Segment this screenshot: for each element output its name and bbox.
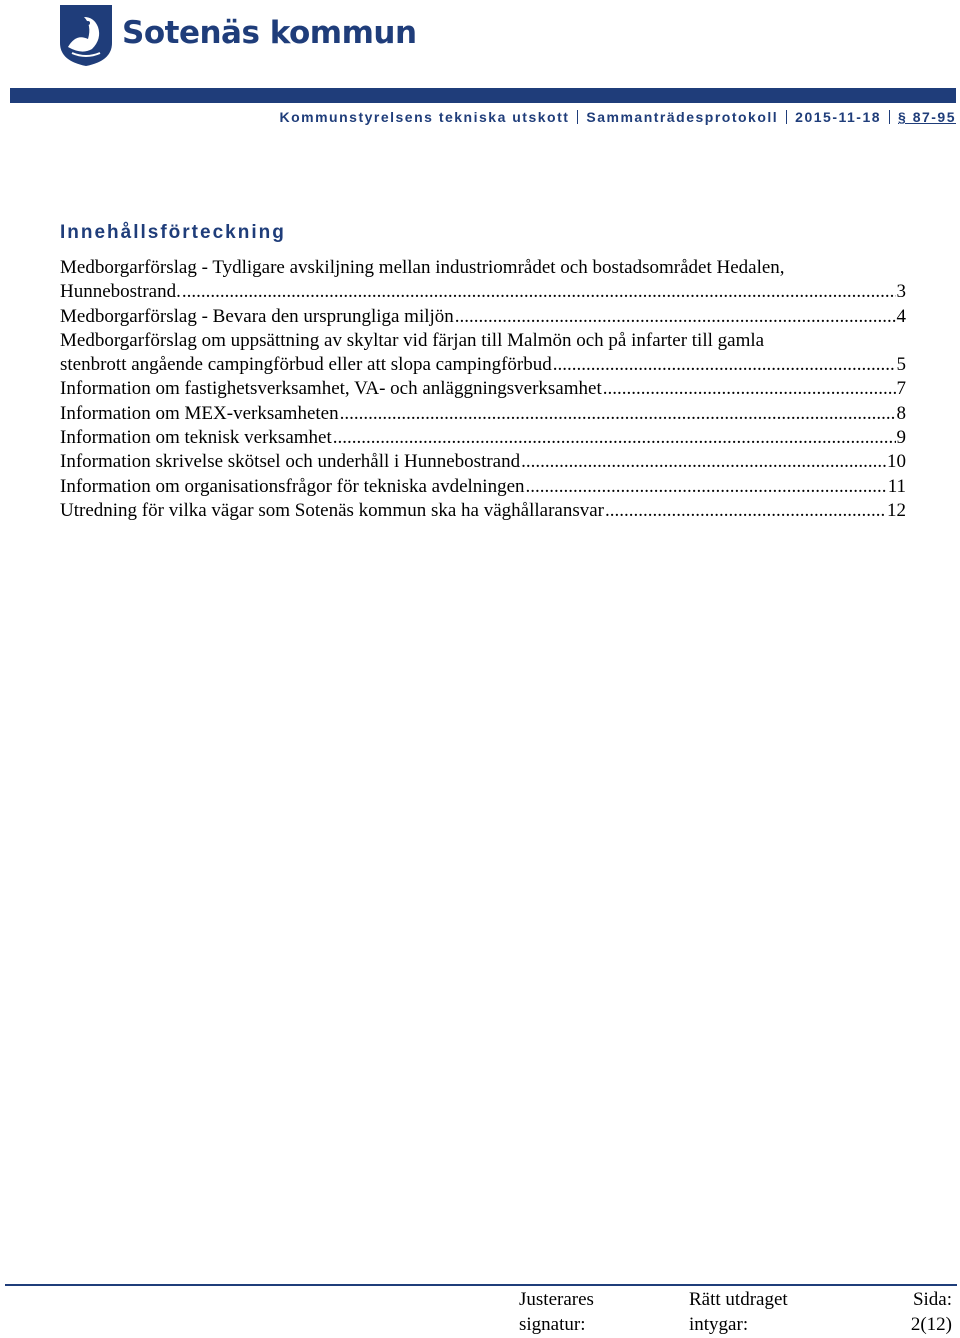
toc-entry-line: [60, 402, 906, 426]
toc-entry-title: Information om teknisk verksamhet: [60, 427, 332, 449]
table-of-contents: [60, 256, 906, 523]
footer-ratt-utdraget-label: Rätt utdraget: [689, 1289, 788, 1310]
footer-page-number: 2(12): [910, 1313, 952, 1335]
coat-of-arms-icon: [58, 3, 114, 67]
document-type: Sammanträdesprotokoll: [586, 109, 779, 125]
toc-entry[interactable]: [60, 475, 906, 499]
toc-entry[interactable]: [60, 499, 906, 523]
toc-title: Innehållsförteckning: [60, 222, 286, 243]
footer-justerares-label: Justerares: [519, 1289, 594, 1310]
toc-entry[interactable]: [60, 426, 906, 450]
toc-entry-line: [60, 377, 906, 401]
footer-page-label: Sida:: [912, 1289, 952, 1310]
brand-name: Sotenäs kommun: [122, 15, 417, 51]
toc-entry-line: [60, 499, 906, 523]
toc-entry-line: [60, 280, 906, 304]
toc-dot-leader: [603, 377, 896, 401]
header-divider: [786, 110, 787, 124]
document-header: [280, 109, 957, 125]
toc-entry[interactable]: [60, 305, 906, 329]
footer-ratt-utdraget: [689, 1288, 788, 1337]
footer-page: [911, 1288, 952, 1337]
meeting-date: 2015-11-18: [795, 109, 882, 125]
toc-page-number: 7: [896, 378, 906, 400]
toc-entry[interactable]: [60, 256, 906, 305]
footer-signatur-label: signatur:: [519, 1313, 586, 1335]
toc-entry-title: Information om organisationsfrågor för tekniska avdelningen: [60, 475, 525, 497]
footer-justerares: [519, 1288, 594, 1337]
toc-page-number: 8: [896, 402, 906, 424]
toc-entry-line: [60, 475, 906, 499]
paragraph-range: § 87-95: [898, 109, 956, 125]
toc-entry-line: [60, 329, 906, 353]
toc-entry-title: Medborgarförslag - Bevara den ursprungliga miljön: [60, 305, 454, 327]
toc-entry-title: Medborgarförslag om uppsättning av skyltar vid färjan till Malmön och på infarter till gamla: [60, 329, 765, 351]
header-divider: [889, 110, 890, 124]
header-bar: [10, 88, 956, 103]
toc-entry[interactable]: [60, 377, 906, 401]
toc-entry-title: Information om fastighetsverksamhet, VA- och anläggningsverksamhet: [60, 378, 602, 400]
toc-entry-title: stenbrott angående campingförbud eller att slopa campingförbud: [60, 354, 552, 376]
toc-page-number: 4: [896, 305, 906, 327]
toc-entry-title: Hunnebostrand.: [60, 281, 181, 303]
toc-dot-leader: [526, 475, 887, 499]
toc-entry-line: [60, 353, 906, 377]
committee-name: Kommunstyrelsens tekniska utskott: [279, 109, 570, 125]
toc-page-number: 3: [896, 281, 906, 303]
toc-entry-line: [60, 450, 906, 474]
toc-entry-title: Utredning för vilka vägar som Sotenäs kommun ska ha väghållaransvar: [60, 499, 604, 521]
toc-entry-line: [60, 426, 906, 450]
toc-entry[interactable]: [60, 402, 906, 426]
footer-rule: [5, 1284, 957, 1286]
toc-dot-leader: [333, 426, 896, 450]
footer-intygar-label: intygar:: [689, 1313, 749, 1335]
header-divider: [577, 110, 578, 124]
toc-entry-title: Medborgarförslag - Tydligare avskiljning mellan industriområdet och bostadsområdet Hedalen,: [60, 257, 785, 278]
toc-dot-leader: [553, 353, 896, 377]
toc-page-number: 9: [896, 427, 906, 449]
toc-entry-line: [60, 256, 906, 280]
toc-entry-line: [60, 305, 906, 329]
toc-dot-leader: [605, 499, 886, 523]
toc-entry[interactable]: [60, 450, 906, 474]
toc-dot-leader: [521, 450, 886, 474]
toc-entry[interactable]: [60, 329, 906, 378]
toc-page-number: 10: [887, 451, 906, 473]
toc-dot-leader: [340, 402, 896, 426]
toc-entry-title: Information skrivelse skötsel och underhåll i Hunnebostrand: [60, 451, 521, 473]
toc-dot-leader: [182, 280, 896, 304]
toc-entry-title: Information om MEX-verksamheten: [60, 402, 339, 424]
toc-page-number: 11: [887, 475, 906, 497]
toc-dot-leader: [455, 305, 896, 329]
toc-page-number: 12: [887, 499, 906, 521]
toc-page-number: 5: [896, 354, 906, 376]
municipality-logo: [58, 3, 417, 69]
